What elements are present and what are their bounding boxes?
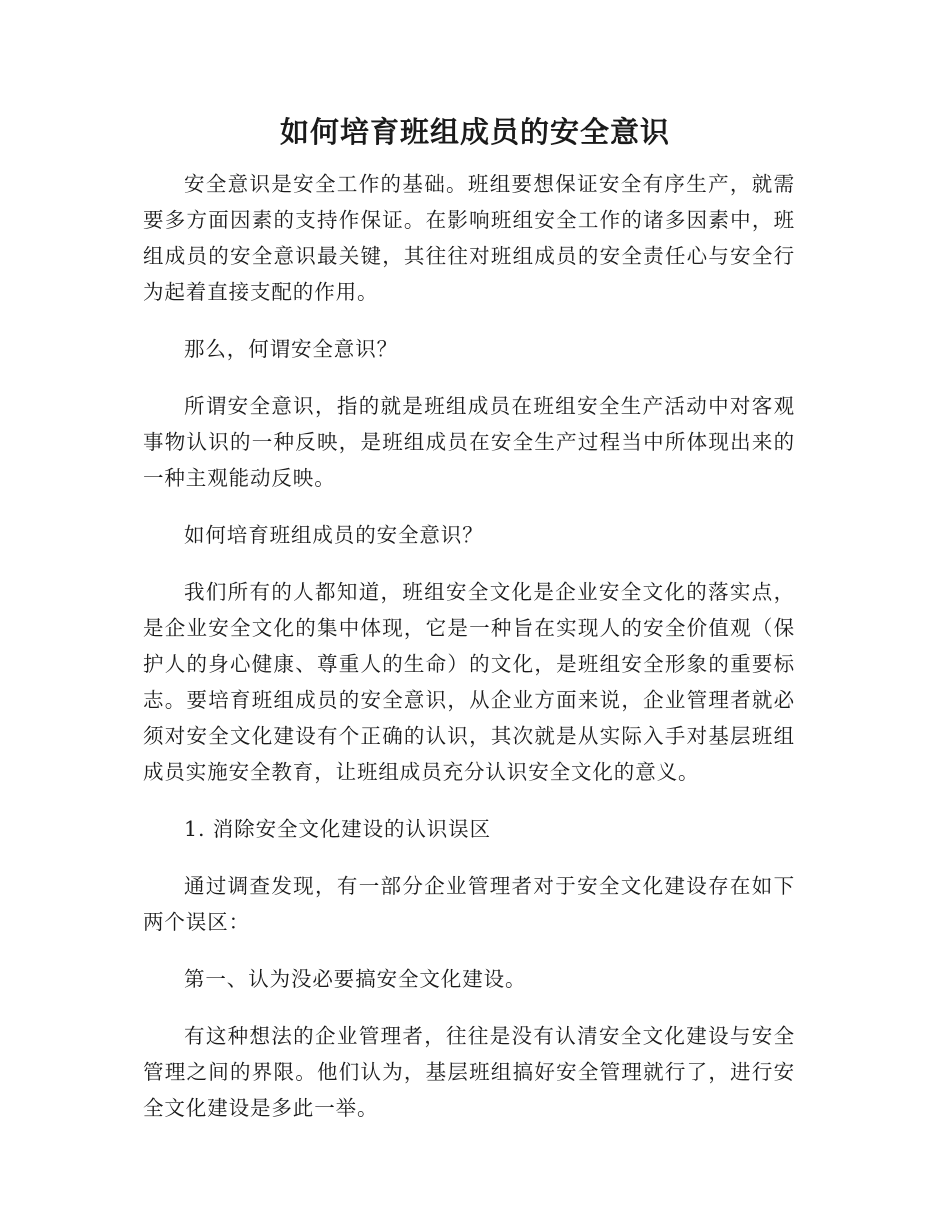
paragraph-question-definition: 那么，何谓安全意识？ xyxy=(184,337,398,361)
section-heading-1: 1. 消除安全文化建设的认识误区 xyxy=(184,817,491,841)
paragraph-intro: 安全意识是安全工作的基础。班组要想保证安全有序生产，就需要多方面因素的支持作保证。在影响班组安全工作的诸多因素中，班组成员的安全意识最关键，其往往对班组成员的安全责任心与安全行为起着直接支配的作用。 xyxy=(143,172,795,304)
paragraph-misconception-1: 第一、认为没必要搞安全文化建设。 xyxy=(184,967,527,991)
paragraph-safety-culture: 我们所有的人都知道，班组安全文化是企业安全文化的落实点，是企业安全文化的集中体现，它是一种旨在实现人的安全价值观（保护人的身心健康、尊重人的生命）的文化，是班组安全形象的重要标志。要培育班组成员的安全意识，从企业方面来说，企业管理者就必须对安全文化建设有个正确的认识，其次就是从实际入手对基层班组成员实施安全教育，让班组成员充分认识安全文化的意义。 xyxy=(143,580,795,784)
paragraph-definition: 所谓安全意识，指的就是班组成员在班组安全生产活动中对客观事物认识的一种反映，是班组成员在安全生产过程当中所体现出来的一种主观能动反映。 xyxy=(143,394,795,490)
document-body xyxy=(143,166,795,1147)
document-title: 如何培育班组成员的安全意识 xyxy=(279,115,670,149)
paragraph-misconceptions: 通过调查发现，有一部分企业管理者对于安全文化建设存在如下两个误区： xyxy=(143,874,795,934)
paragraph-question-cultivate: 如何培育班组成员的安全意识？ xyxy=(184,523,484,547)
paragraph-misconception-1-detail: 有这种想法的企业管理者，往往是没有认清安全文化建设与安全管理之间的界限。他们认为，基层班组搞好安全管理就行了，进行安全文化建设是多此一举。 xyxy=(143,1024,795,1120)
